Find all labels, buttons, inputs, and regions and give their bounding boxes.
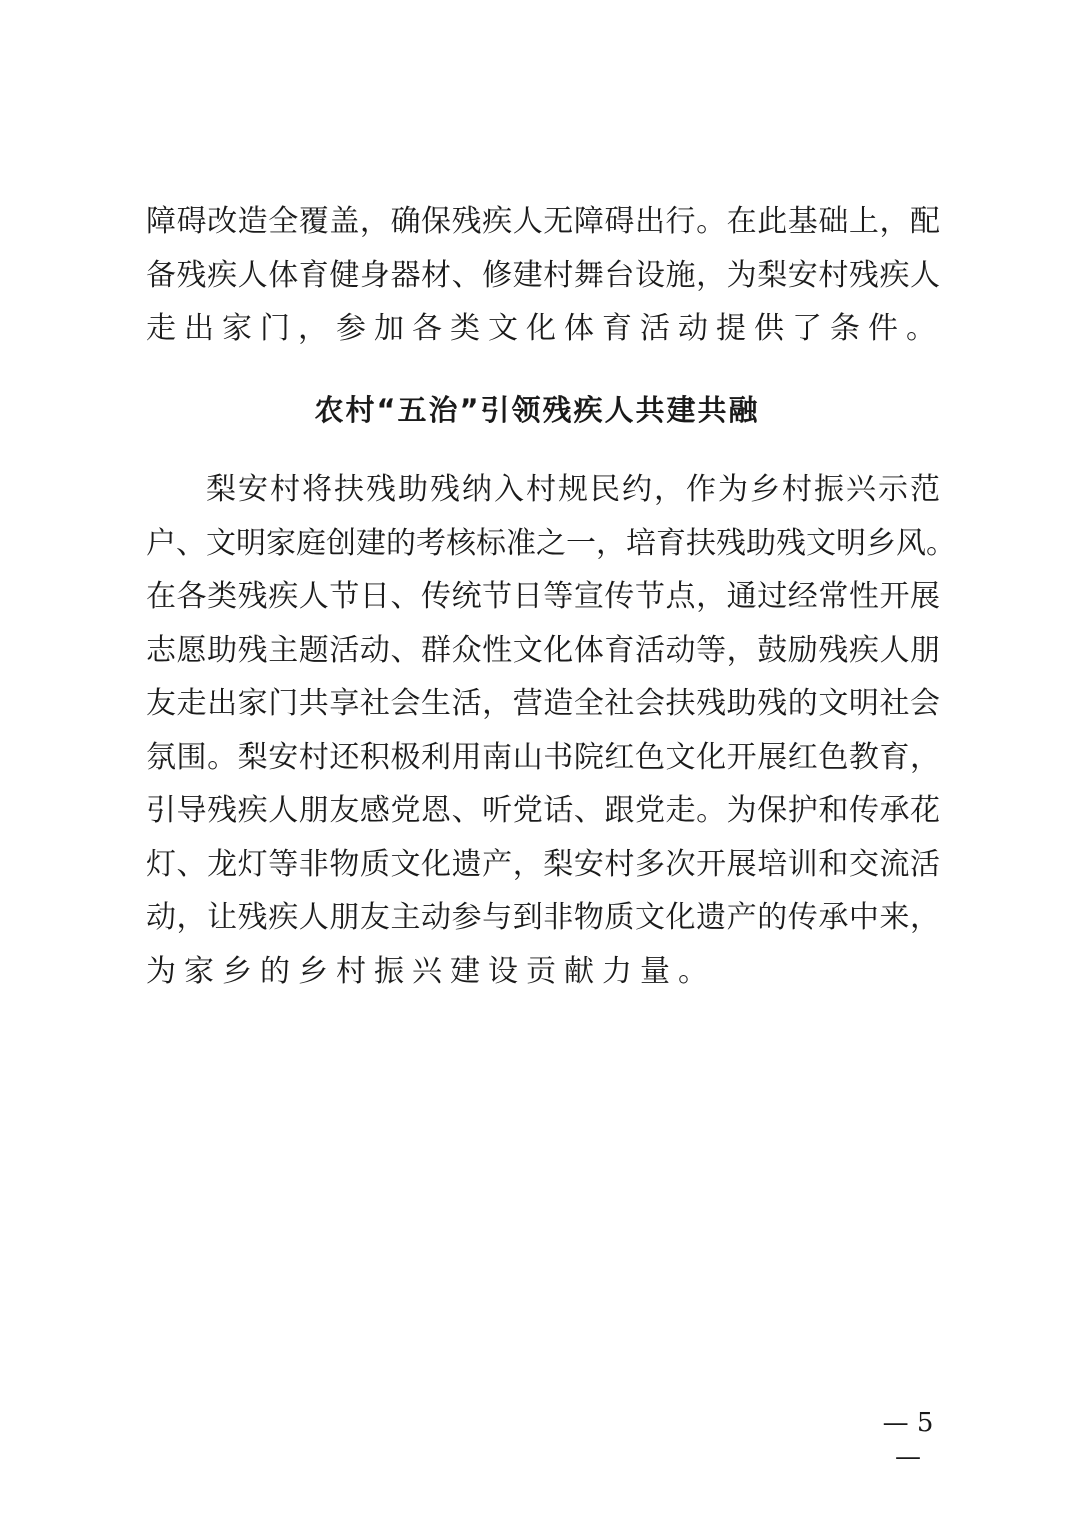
paragraph-line: 户、文明家庭创建的考核标准之一，培育扶残助残文明乡风。 — [146, 526, 956, 561]
paragraph-line: 动，让残疾人朋友主动参与到非物质文化遗产的传承中来， — [146, 900, 940, 935]
paragraph-line: 梨安村将扶残助残纳入村规民约，作为乡村振兴示范 — [206, 472, 940, 507]
paragraph-line: 友走出家门共享社会生活，营造全社会扶残助残的文明社会 — [146, 686, 940, 721]
section-heading: 农村“五治”引领残疾人共建共融 — [314, 393, 760, 427]
paragraph-line: 走出家门，参加各类文化体育活动提供了条件。 — [146, 311, 944, 346]
paragraph-line: 障碍改造全覆盖，确保残疾人无障碍出行。在此基础上，配 — [146, 204, 940, 239]
paragraph-line: 备残疾人体育健身器材、修建村舞台设施，为梨安村残疾人 — [146, 258, 940, 293]
paragraph-line: 灯、龙灯等非物质文化遗产，梨安村多次开展培训和交流活 — [146, 847, 940, 882]
paragraph-line: 志愿助残主题活动、群众性文化体育活动等，鼓励残疾人朋 — [146, 633, 940, 668]
paragraph-line: 氛围。梨安村还积极利用南山书院红色文化开展红色教育， — [146, 740, 940, 775]
paragraph-line: 为家乡的乡村振兴建设贡献力量。 — [146, 954, 716, 989]
paragraph-line: 在各类残疾人节日、传统节日等宣传节点，通过经常性开展 — [146, 579, 940, 614]
page-number: — 5 — — [882, 1408, 934, 1472]
paragraph-line: 引导残疾人朋友感党恩、听党话、跟党走。为保护和传承花 — [146, 793, 940, 828]
